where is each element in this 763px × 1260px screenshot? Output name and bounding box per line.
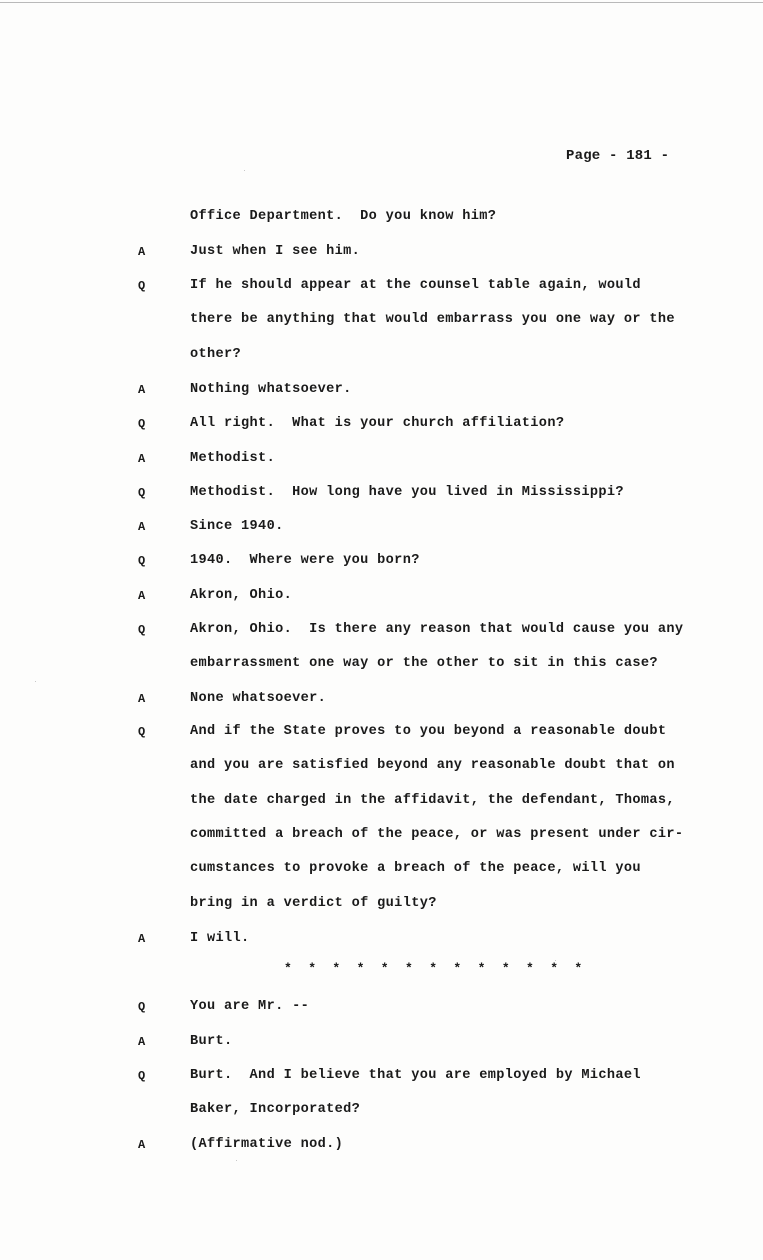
speaker-label: Q: [138, 417, 146, 431]
transcript-text: 1940. Where were you born?: [190, 553, 420, 568]
transcript-text: other?: [190, 347, 242, 362]
section-separator: * * * * * * * * * * * * *: [284, 961, 587, 976]
scan-speck: [244, 170, 245, 171]
transcript-text: and you are satisfied beyond any reasonable doubt that on: [190, 758, 675, 773]
transcript-text: committed a breach of the peace, or was present under cir-: [190, 827, 684, 842]
transcript-text: Burt.: [190, 1034, 233, 1049]
transcript-text: Burt. And I believe that you are employed by Michael: [190, 1068, 641, 1083]
speaker-label: A: [138, 383, 146, 397]
transcript-text: I will.: [190, 931, 250, 946]
speaker-label: A: [138, 452, 146, 466]
transcript-text: Since 1940.: [190, 519, 284, 534]
page-number: Page - 181 -: [566, 148, 670, 164]
transcript-text: Just when I see him.: [190, 244, 361, 259]
top-edge-rule: [0, 2, 763, 3]
speaker-label: A: [138, 1138, 146, 1152]
transcript-text: bring in a verdict of guilty?: [190, 896, 437, 911]
transcript-text: None whatsoever.: [190, 691, 327, 706]
scan-speck: [555, 960, 556, 961]
scan-speck: [236, 1160, 237, 1161]
transcript-text: Nothing whatsoever.: [190, 382, 352, 397]
transcript-text: the date charged in the affidavit, the defendant, Thomas,: [190, 793, 675, 808]
speaker-label: Q: [138, 623, 146, 637]
transcript-text: Office Department. Do you know him?: [190, 209, 497, 224]
scan-speck: [35, 681, 36, 682]
transcript-text: If he should appear at the counsel table again, would: [190, 278, 641, 293]
speaker-label: A: [138, 692, 146, 706]
speaker-label: Q: [138, 279, 146, 293]
speaker-label: Q: [138, 486, 146, 500]
speaker-label: A: [138, 1035, 146, 1049]
speaker-label: A: [138, 245, 146, 259]
speaker-label: Q: [138, 725, 146, 739]
speaker-label: A: [138, 932, 146, 946]
transcript-text: And if the State proves to you beyond a reasonable doubt: [190, 724, 667, 739]
speaker-label: Q: [138, 1000, 146, 1014]
speaker-label: Q: [138, 554, 146, 568]
transcript-text: Methodist. How long have you lived in Mississippi?: [190, 485, 624, 500]
transcript-text: You are Mr. --: [190, 999, 310, 1014]
transcript-text: All right. What is your church affiliation?: [190, 416, 565, 431]
speaker-label: Q: [138, 1069, 146, 1083]
transcript-text: Methodist.: [190, 451, 276, 466]
transcript-text: Baker, Incorporated?: [190, 1102, 361, 1117]
speaker-label: A: [138, 589, 146, 603]
transcript-text: (Affirmative nod.): [190, 1137, 344, 1152]
speaker-label: A: [138, 520, 146, 534]
transcript-text: Akron, Ohio.: [190, 588, 293, 603]
transcript-text: there be anything that would embarrass you one way or the: [190, 312, 675, 327]
transcript-text: cumstances to provoke a breach of the peace, will you: [190, 861, 641, 876]
transcript-text: Akron, Ohio. Is there any reason that would cause you any: [190, 622, 684, 637]
transcript-text: embarrassment one way or the other to sit in this case?: [190, 656, 658, 671]
